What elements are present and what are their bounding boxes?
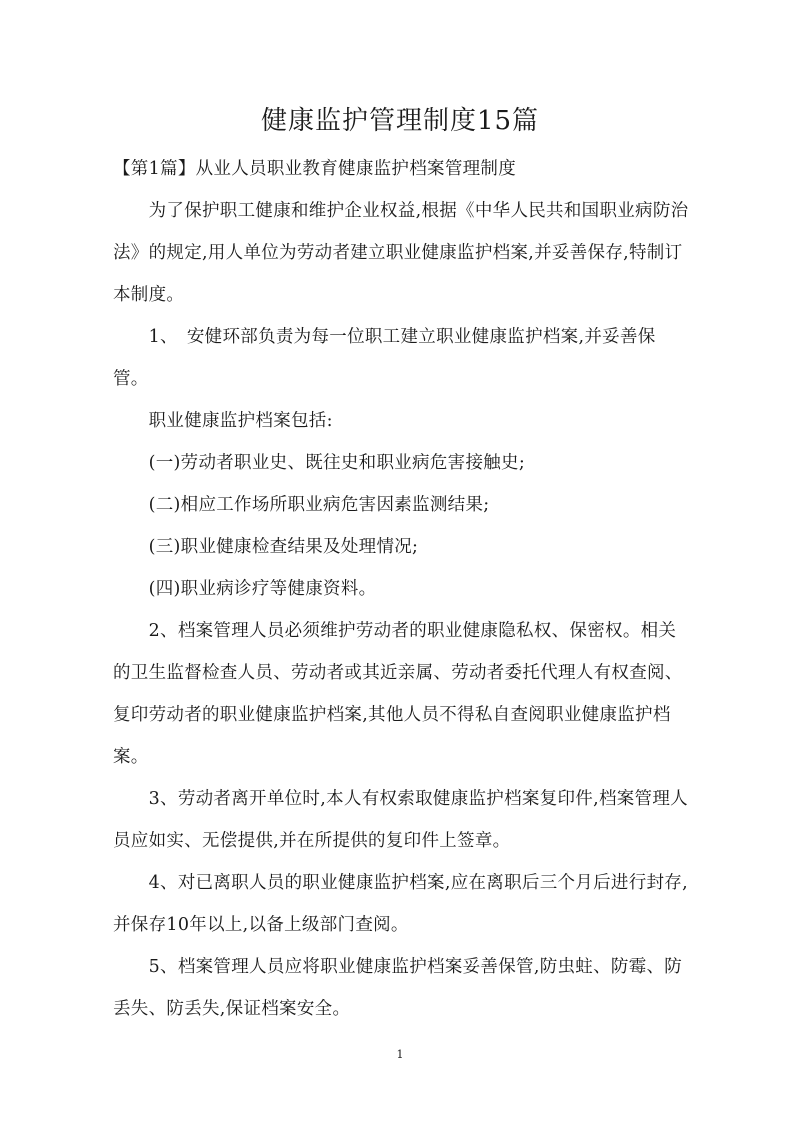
paragraph-item-1: 1、 安健环部负责为每一位职工建立职业健康监护档案,并妥善保管。 (113, 327, 656, 389)
paragraph-item-3: 3、劳动者离开单位时,本人有权索取健康监护档案复印件,档案管理人员应如实、无偿提供,并在所提供的复印件上签章。 (113, 789, 688, 851)
paragraph-item-5: 5、档案管理人员应将职业健康监护档案妥善保管,防虫蛀、防霉、防丢失、防丢失,保证档案安全。 (113, 957, 683, 1019)
paragraph-sub-3: (三)职业健康检查结果及处理情况; (113, 537, 419, 557)
page-number: 1 (396, 1048, 404, 1061)
paragraph-item-2: 2、档案管理人员必须维护劳动者的职业健康隐私权、保密权。相关的卫生监督检查人员、劳动者或其近亲属、劳动者委托代理人有权查阅、复印劳动者的职业健康监护档案,其他人员不得私自查阅职业健康监护档案。 (113, 621, 683, 767)
chapter-heading: 【第1篇】从业人员职业教育健康监护档案管理制度 (113, 159, 517, 179)
paragraph-intro: 为了保护职工健康和维护企业权益,根据《中华人民共和国职业病防治法》的规定,用人单位为劳动者建立职业健康监护档案,并妥善保存,特制订本制度。 (113, 201, 689, 305)
paragraph-sub-4: (四)职业病诊疗等健康资料。 (113, 579, 377, 599)
document-title: 健康监护管理制度15篇 (260, 106, 540, 136)
paragraph-sub-1: (一)劳动者职业史、既往史和职业病危害接触史; (113, 453, 526, 473)
paragraph-sub-2: (二)相应工作场所职业病危害因素监测结果; (113, 495, 490, 515)
paragraph-contents-heading: 职业健康监护档案包括: (113, 411, 333, 431)
paragraph-item-4: 4、对已离职人员的职业健康监护档案,应在离职后三个月后进行封存,并保存10年以上,以备上级部门查阅。 (113, 873, 688, 935)
